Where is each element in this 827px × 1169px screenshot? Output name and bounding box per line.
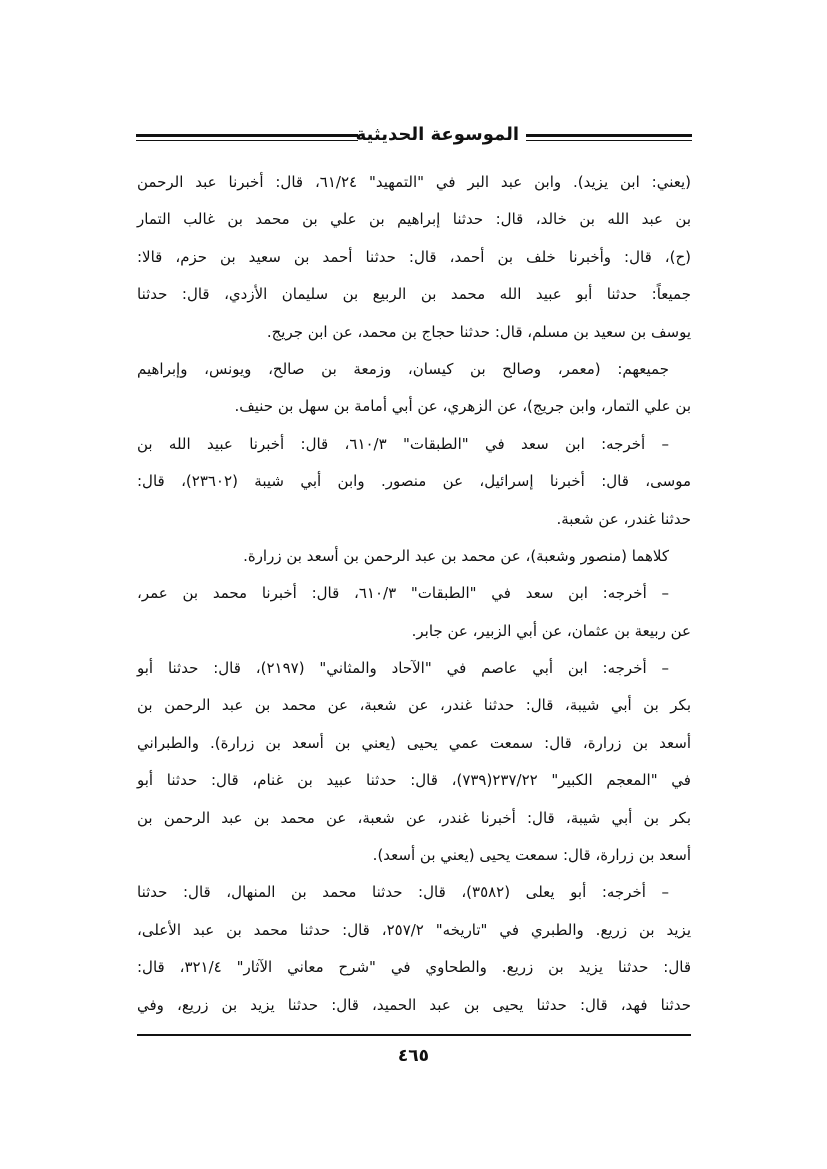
text-line: بكر بن أبي شيبة، قال: حدثنا غندر، عن شعبة، عن محمد بن عبد الرحمن بن: [137, 696, 691, 715]
text-line: قال: حدثنا يزيد بن زريع. والطحاوي في "شرح معاني الآثار" ٣٢١/٤، قال:: [137, 958, 691, 977]
text-line: في "المعجم الكبير" ٢٣٧/٢٢(٧٣٩)، قال: حدثنا عبيد بن غنام، قال: حدثنا أبو: [137, 771, 691, 790]
text-line: عن ربيعة بن عثمان، عن أبي الزبير، عن جابر.: [411, 621, 691, 640]
text-line: (يعني: ابن يزيد). وابن عبد البر في "التمهيد" ٦١/٢٤، قال: أخبرنا عبد الرحمن: [137, 173, 691, 191]
text-line: جميعهم: (معمر، وصالح بن كيسان، وزمعة بن صالح، ويونس، وإبراهيم: [137, 359, 669, 378]
text-line: يوسف بن سعيد بن مسلم، قال: حدثنا حجاج بن محمد، عن ابن جريج.: [266, 322, 691, 341]
text-line: حدثنا فهد، قال: حدثنا يحيى بن عبد الحميد، قال: حدثنا يزيد بن زريع، وفي: [137, 995, 691, 1014]
text-line: كلاهما (منصور وشعبة)، عن محمد بن عبد الرحمن بن أسعد بن زرارة.: [243, 546, 669, 565]
text-line: – أخرجه: أبو يعلى (٣٥٨٢)، قال: حدثنا محمد بن المنهال، قال: حدثنا: [137, 883, 669, 902]
header-rule-right-thin: [526, 140, 692, 141]
header-title: الموسوعة الحديثية: [355, 124, 519, 145]
text-line: موسى، قال: أخبرنا إسرائيل، عن منصور. وابن أبي شيبة (٢٣٦٠٢)، قال:: [137, 472, 691, 491]
text-line: – أخرجه: ابن سعد في "الطبقات" ٦١٠/٣، قال: أخبرنا محمد بن عمر،: [137, 584, 669, 603]
text-line: – أخرجه: ابن أبي عاصم في "الآحاد والمثاني" (٢١٩٧)، قال: حدثنا أبو: [137, 659, 669, 678]
text-line: أسعد بن زرارة، قال: سمعت عمي يحيى (يعني بن أسعد بن زرارة). والطبراني: [137, 733, 691, 752]
text-line: بن علي التمار، وابن جريج)، عن الزهري، عن أبي أمامة بن سهل بن حنيف.: [234, 397, 691, 416]
text-line: حدثنا غندر، عن شعبة.: [556, 509, 691, 528]
header-rule-left-thin: [136, 140, 358, 141]
header-rule-left: [136, 134, 358, 137]
text-line: بكر بن أبي شيبة، قال: أخبرنا غندر، عن شعبة، عن محمد بن عبد الرحمن بن: [137, 808, 691, 827]
running-header: [136, 120, 692, 156]
page-number: ٤٦٥: [397, 1046, 430, 1066]
text-line: أسعد بن زرارة، قال: سمعت يحيى (يعني بن أسعد).: [372, 846, 691, 865]
text-line: بن عبد الله بن خالد، قال: حدثنا إبراهيم بن علي بن محمد بن غالب التمار: [137, 210, 691, 229]
text-line: (ح)، قال: وأخبرنا خلف بن أحمد، قال: حدثنا أحمد بن سعيد بن حزم، قالا:: [137, 247, 691, 266]
body-text: [137, 164, 691, 1014]
text-line: – أخرجه: ابن سعد في "الطبقات" ٦١٠/٣، قال: أخبرنا عبيد الله بن: [137, 434, 669, 453]
text-line: جميعاً: حدثنا أبو عبيد الله محمد بن الربيع بن سليمان الأزدي، قال: حدثنا: [137, 285, 691, 304]
header-rule-right: [526, 134, 692, 137]
footer-rule: [137, 1034, 691, 1036]
text-line: يزيد بن زريع. والطبري في "تاريخه" ٢٥٧/٢، قال: حدثنا محمد بن عبد الأعلى،: [137, 920, 691, 939]
